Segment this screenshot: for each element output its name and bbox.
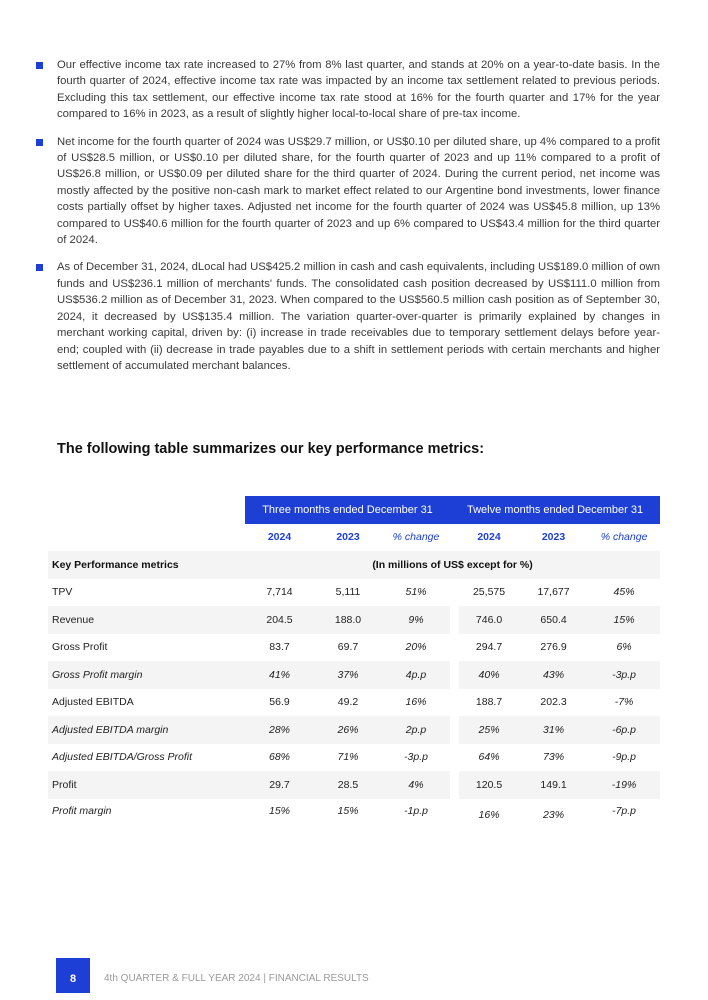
- cell-q-2023: 71%: [337, 751, 359, 764]
- cell-y-change: -19%: [588, 771, 660, 799]
- year-2024-header: 2024: [267, 531, 292, 544]
- year-2023-header: 2023: [541, 531, 566, 544]
- row-label: Adjusted EBITDA margin: [48, 716, 245, 744]
- year-header-row: [48, 524, 660, 552]
- cell-q-2023: 28.5: [314, 771, 382, 799]
- cell-q-2023: 49.2: [337, 696, 359, 709]
- bullet-item: [36, 259, 660, 374]
- cell-y-2024: 120.5: [459, 771, 519, 799]
- cell-q-change: 20%: [405, 641, 427, 654]
- cell-y-2023: 17,677: [537, 586, 570, 599]
- row-label: Revenue: [48, 606, 245, 634]
- cell-y-2024: 40%: [459, 661, 519, 689]
- row-label: TPV: [52, 586, 73, 599]
- bullet-item: [36, 57, 660, 123]
- row-label: Adjusted EBITDA: [52, 696, 134, 709]
- cell-y-2024: 25%: [459, 716, 519, 744]
- cell-q-2023: 37%: [314, 661, 382, 689]
- table-row: [48, 661, 660, 689]
- cell-y-2023: 276.9: [540, 641, 567, 654]
- bullet-text: Our effective income tax rate increased to 27% from 8% last quarter, and stands at 20% on a year-to-date basis. In the fourth quarter of 2024, effective income tax rate was impacted by an income tax settlement related to previous periods. Excluding this tax settlement, our effective income tax rate stood at 16% for the fourth quarter and 17% for the year compared to 16% in 2023, as a result of slightly higher local-to-local share of pre-tax income.: [57, 59, 660, 121]
- group-header-twelve-months: Twelve months ended December 31: [450, 496, 660, 524]
- cell-q-change: 9%: [382, 606, 450, 634]
- table-row: [48, 744, 660, 772]
- cell-y-change: -7%: [614, 696, 634, 709]
- cell-y-2023: 202.3: [540, 696, 567, 709]
- table-row: [48, 579, 660, 607]
- cell-y-change: -3p.p: [588, 661, 660, 689]
- cell-q-change: 4%: [382, 771, 450, 799]
- cell-y-2024: 294.7: [475, 641, 503, 654]
- cell-q-2024: 28%: [245, 716, 314, 744]
- row-label: Gross Profit margin: [48, 661, 245, 689]
- kpi-table: [48, 496, 660, 836]
- year-2024-header: 2024: [477, 531, 501, 544]
- cell-y-2024: 188.7: [475, 696, 503, 709]
- cell-y-change: 6%: [616, 641, 632, 654]
- cell-y-change: -6p.p: [588, 716, 660, 744]
- cell-y-2023: 23%: [543, 808, 565, 821]
- cell-q-change: 51%: [405, 586, 427, 599]
- cell-y-2024: 25,575: [472, 586, 506, 599]
- bullet-square-icon: [36, 264, 43, 271]
- table-row: [48, 799, 660, 837]
- table-row: [48, 689, 660, 717]
- cell-q-2023: 26%: [314, 716, 382, 744]
- bullet-text: As of December 31, 2024, dLocal had US$425.2 million in cash and cash equivalents, including US$189.0 million of own funds and US$236.1 million of merchants' funds. The consolidated cash position decreased by US$111.0 million from US$536.2 million as of December 31, 2023. When compared to the US$560.5 million cash position as of September 30, 2024, it decreased by US$135.4 million. The variation quarter-over-quarter is primarily explained by changes in merchant working capital, driven by: (i) increase in trade receivables due to temporary settlement delays before year-end; coupled with (ii) decrease in trade payables due to a shift in settlement periods with certain merchants and higher settlement of accumulated merchant balances.: [57, 261, 660, 372]
- cell-y-change: -9p.p: [612, 751, 637, 764]
- cell-y-2023: 149.1: [519, 771, 588, 799]
- cell-q-2024: 204.5: [245, 606, 314, 634]
- cell-q-2024: 7,714: [266, 586, 293, 599]
- cell-q-2023: 188.0: [314, 606, 382, 634]
- group-header-three-months: Three months ended December 31: [245, 496, 450, 524]
- table-row: [48, 634, 660, 662]
- cell-q-change: 4p.p: [382, 661, 450, 689]
- page-number: 8: [56, 958, 90, 993]
- bullet-text: Net income for the fourth quarter of 2024 was US$29.7 million, or US$0.10 per diluted share, up 4% compared to a profit of US$28.5 million, or US$0.10 per diluted share, for the fourth quarter of 2023 and up 11% compared to a profit of US$26.8 million, or US$0.09 per diluted share for the third quarter of 2024. During the current period, net income was mostly affected by the positive non-cash mark to market effect related to our Argentine bond investments, lower finance costs partially offset by higher taxes. Adjusted net income for the fourth quarter of 2024 was US$45.8 million, up 13% compared to US$40.6 million for the fourth quarter of 2023 and up 6% compared to US$43.4 million for the third quarter of 2024.: [57, 135, 660, 247]
- metrics-label: Key Performance metrics: [48, 551, 245, 579]
- year-2023-header: 2023: [336, 531, 360, 544]
- change-header: % change: [600, 531, 648, 544]
- cell-q-2024: 56.9: [269, 696, 290, 709]
- bullet-square-icon: [36, 62, 43, 69]
- metrics-header-row: [48, 551, 660, 579]
- bullet-list: [36, 57, 660, 385]
- row-label: Profit: [48, 771, 245, 799]
- cell-q-2024: 68%: [268, 751, 290, 764]
- cell-q-change: 16%: [405, 696, 427, 709]
- cell-q-change: 2p.p: [382, 716, 450, 744]
- cell-q-change: -3p.p: [404, 751, 428, 764]
- row-label: Profit margin: [52, 804, 112, 817]
- cell-y-change: -7p.p: [612, 804, 637, 817]
- change-header: % change: [392, 531, 440, 544]
- bullet-square-icon: [36, 139, 43, 146]
- cell-q-2023: 5,111: [335, 586, 361, 599]
- cell-q-2024: 41%: [245, 661, 314, 689]
- cell-y-2024: 746.0: [459, 606, 519, 634]
- table-row: [48, 606, 660, 634]
- cell-y-2023: 31%: [519, 716, 588, 744]
- cell-q-2023: 69.7: [337, 641, 359, 654]
- group-header-row: [48, 496, 660, 524]
- cell-y-change: 45%: [613, 586, 635, 599]
- units-note: (In millions of US$ except for %): [245, 551, 660, 579]
- row-label: Gross Profit: [52, 641, 108, 654]
- cell-q-change: -1p.p: [404, 804, 428, 817]
- cell-q-2023: 15%: [337, 804, 359, 817]
- row-label: Adjusted EBITDA/Gross Profit: [52, 751, 193, 764]
- table-row: [48, 716, 660, 744]
- cell-y-2023: 73%: [543, 751, 565, 764]
- table-heading: The following table summarizes our key performance metrics:: [57, 441, 485, 457]
- cell-q-2024: 83.7: [269, 641, 290, 654]
- footer-title: 4th QUARTER & FULL YEAR 2024 | FINANCIAL RESULTS: [104, 973, 369, 984]
- cell-y-2024: 16%: [478, 808, 500, 821]
- cell-y-2023: 650.4: [519, 606, 588, 634]
- cell-y-2023: 43%: [519, 661, 588, 689]
- cell-q-2024: 29.7: [245, 771, 314, 799]
- table-row: [48, 771, 660, 799]
- cell-y-change: 15%: [588, 606, 660, 634]
- cell-y-2024: 64%: [478, 751, 500, 764]
- cell-q-2024: 15%: [268, 804, 290, 817]
- bullet-item: [36, 134, 660, 249]
